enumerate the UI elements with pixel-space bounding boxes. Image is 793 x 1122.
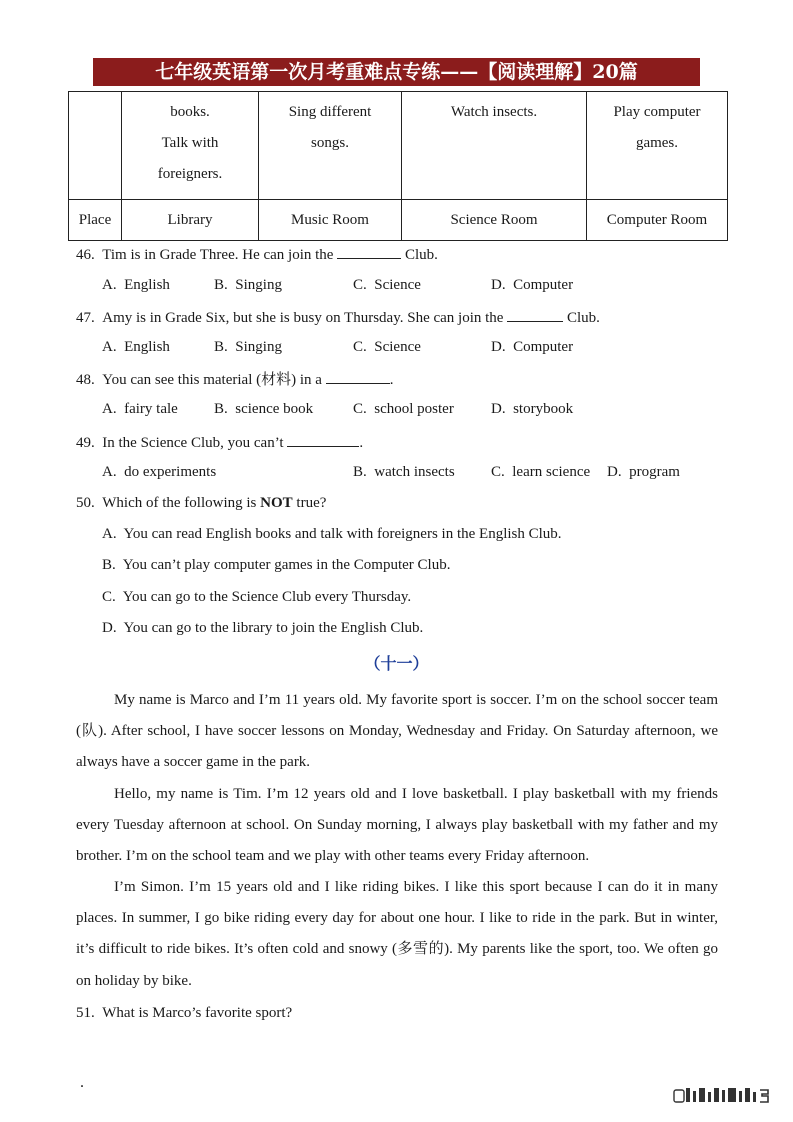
table-row-activities [69, 92, 728, 200]
table-cell: Sing different songs. [259, 92, 402, 200]
question-number: 48. [76, 372, 95, 388]
question-number: 47. [76, 310, 95, 326]
option-47-d: D. Computer [491, 339, 574, 355]
question-text: What is Marco’s favorite sport? [102, 1005, 293, 1021]
table-cell [69, 92, 122, 200]
question-49 [76, 431, 363, 453]
passage-paragraph-marco: My name is Marco and I’m 11 years old. My favorite sport is soccer. I’m on the school soccer team (队). After school, I have soccer lessons on Monday, Wednesday and Friday. On Saturday afternoon, we always have a soccer game in the park. [76, 692, 718, 771]
section-title: （十一） [364, 654, 429, 673]
option-50-d: D. You can go to the library to join the English Club. [102, 620, 424, 636]
question-emphasis: NOT [260, 495, 293, 511]
answer-blank [326, 368, 390, 384]
table-cell: Music Room [259, 200, 402, 241]
option-49-d: D. program [607, 464, 680, 480]
club-info-table [68, 91, 728, 241]
table-row-place [69, 200, 728, 241]
question-text: In the Science Club, you can’t [102, 435, 288, 451]
question-text: Which of the following is [102, 495, 261, 511]
option-48-c: C. school poster [353, 401, 454, 417]
question-50 [76, 493, 326, 513]
table-cell: Computer Room [587, 200, 728, 241]
watermark-logo-icon [672, 1086, 776, 1104]
footer-dot: . [80, 1074, 84, 1091]
option-47-a: A. English [102, 339, 170, 355]
option-46-d: D. Computer [491, 277, 574, 293]
option-48-b: B. science book [214, 401, 314, 417]
question-46 [76, 243, 438, 265]
question-51 [76, 1003, 292, 1023]
question-text-end: Club. [563, 310, 600, 326]
question-text: You can see this material (材料) in a [102, 372, 326, 388]
question-text-end: true? [292, 495, 327, 511]
option-47-c: C. Science [353, 339, 421, 355]
question-text-end: . [389, 372, 394, 388]
table-cell: Place [69, 200, 122, 241]
question-number: 51. [76, 1005, 95, 1021]
option-48-d: D. storybook [491, 401, 574, 417]
question-number: 50. [76, 495, 95, 511]
table-cell: Library [122, 200, 259, 241]
option-50-a: A. You can read English books and talk with foreigners in the English Club. [102, 526, 562, 542]
question-text-end: Club. [401, 247, 438, 263]
option-46-b: B. Singing [214, 277, 282, 293]
question-number: 46. [76, 247, 95, 263]
table-cell: Science Room [402, 200, 587, 241]
question-48 [76, 368, 393, 390]
passage-paragraph-tim: Hello, my name is Tim. I’m 12 years old and I love basketball. I play basketball with my friends every Tuesday afternoon at school. On Sunday morning, I always play basketball with my father and my brother. I’m on the school team and we play with other teams every Friday afternoon. [76, 786, 718, 865]
option-50-c: C. You can go to the Science Club every Thursday. [102, 589, 412, 605]
answer-blank [507, 306, 563, 322]
option-49-b: B. watch insects [353, 464, 455, 480]
page-title-banner: 七年级英语第一次月考重难点专练——【阅读理解】20篇 [93, 58, 700, 86]
question-47 [76, 306, 600, 328]
option-46-a: A. English [102, 277, 170, 293]
option-49-c: C. learn science [491, 464, 591, 480]
table-cell: Watch insects. [402, 92, 587, 200]
passage-paragraph-simon: I’m Simon. I’m 15 years old and I like riding bikes. I like this sport because I can do it in many places. In summer, I go bike riding every day for about one hour. I like to ride in the park. But in winter, it’s difficult to ride bikes. It’s often cold and snowy (多雪的). My parents like the sport, too. We often go on holiday by bike. [76, 879, 718, 989]
question-number: 49. [76, 435, 95, 451]
option-50-b: B. You can’t play computer games in the Computer Club. [102, 557, 451, 573]
option-46-c: C. Science [353, 277, 421, 293]
option-49-a: A. do experiments [102, 464, 217, 480]
question-text: Tim is in Grade Three. He can join the [102, 247, 338, 263]
table-cell: Play computer games. [587, 92, 728, 200]
option-48-a: A. fairy tale [102, 401, 178, 417]
question-text: Amy is in Grade Six, but she is busy on Thursday. She can join the [102, 310, 508, 326]
option-47-b: B. Singing [214, 339, 282, 355]
question-text-end: . [359, 435, 364, 451]
table-cell: books. Talk with foreigners. [122, 92, 259, 200]
answer-blank [337, 243, 401, 259]
answer-blank [287, 431, 359, 447]
